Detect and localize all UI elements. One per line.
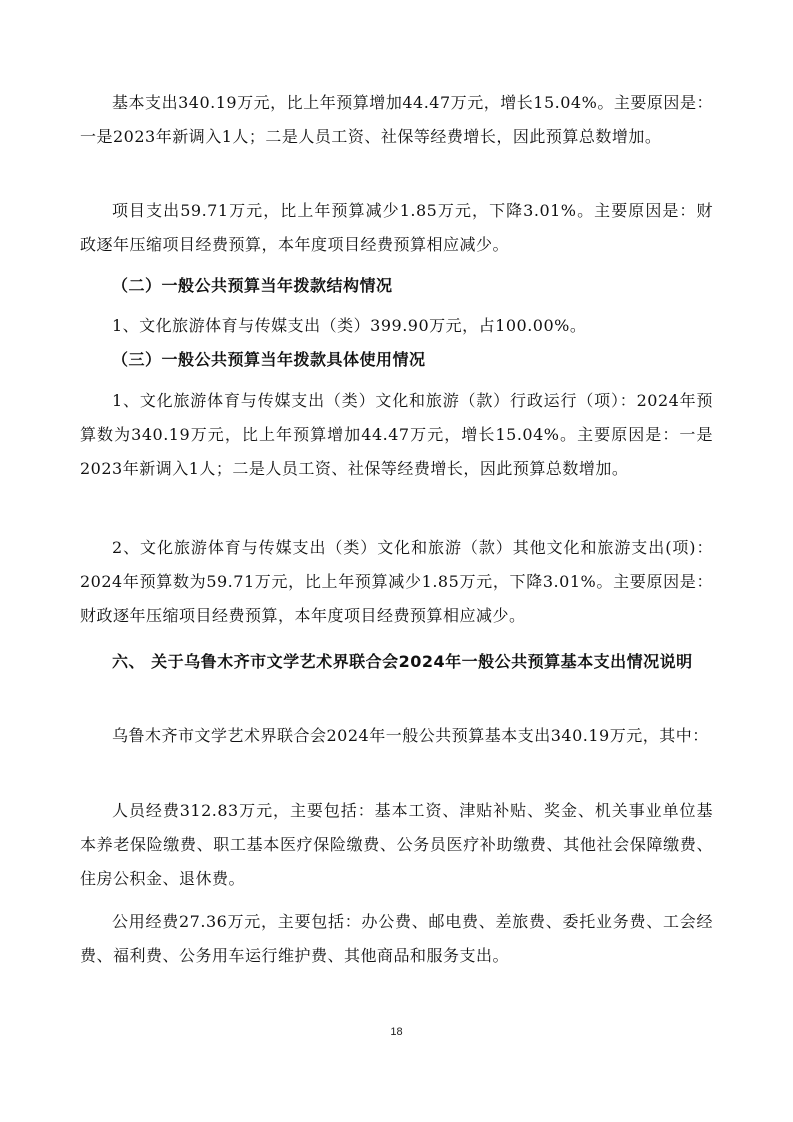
paragraph-project-expenditure: 项目支出59.71万元，比上年预算减少1.85万元，下降3.01%。主要原因是：财政逐年压缩项目经费预算，本年度项目经费预算相应减少。 bbox=[80, 201, 713, 254]
paragraph-personnel-expenses: 人员经费312.83万元，主要包括：基本工资、津贴补贴、奖金、机关事业单位基本养老保险缴费、职工基本医疗保险缴费、公务员医疗补助缴费、其他社会保障缴费、住房公积金、退休费。 bbox=[80, 801, 713, 888]
paragraph-usage-item-2: 2、文化旅游体育与传媒支出（类）文化和旅游（款）其他文化和旅游支出(项)：2024年预算数为59.71万元，比上年预算减少1.85万元，下降3.01%。主要原因是：财政逐年压缩项目经费预算，本年度项目经费预算相应减少。 bbox=[80, 538, 713, 625]
section-heading-allocation-structure: （二）一般公共预算当年拨款结构情况 bbox=[112, 276, 393, 295]
paragraph-usage-item-1: 1、文化旅游体育与传媒支出（类）文化和旅游（款）行政运行（项）：2024年预算数为340.19万元，比上年预算增加44.47万元，增长15.04%。主要原因是：一是2023年新调入1人；二是人员工资、社保等经费增长，因此预算总数增加。 bbox=[80, 391, 713, 478]
paragraph-public-expenses: 公用经费27.36万元，主要包括：办公费、邮电费、差旅费、委托业务费、工会经费、福利费、公务用车运行维护费、其他商品和服务支出。 bbox=[80, 912, 713, 965]
section-heading-allocation-usage: （三）一般公共预算当年拨款具体使用情况 bbox=[112, 350, 426, 369]
paragraph-basic-expenditure: 基本支出340.19万元，比上年预算增加44.47万元，增长15.04%。主要原因是：一是2023年新调入1人；二是人员工资、社保等经费增长，因此预算总数增加。 bbox=[80, 93, 713, 146]
page-number: 18 bbox=[390, 1026, 403, 1038]
paragraph-allocation-structure: 1、文化旅游体育与传媒支出（类）399.90万元，占100.00%。 bbox=[112, 316, 587, 335]
section-heading-six: 六、 关于乌鲁木齐市文学艺术界联合会2024年一般公共预算基本支出情况说明 bbox=[112, 652, 693, 671]
paragraph-basic-expenditure-intro: 乌鲁木齐市文学艺术界联合会2024年一般公共预算基本支出340.19万元，其中： bbox=[112, 726, 709, 745]
